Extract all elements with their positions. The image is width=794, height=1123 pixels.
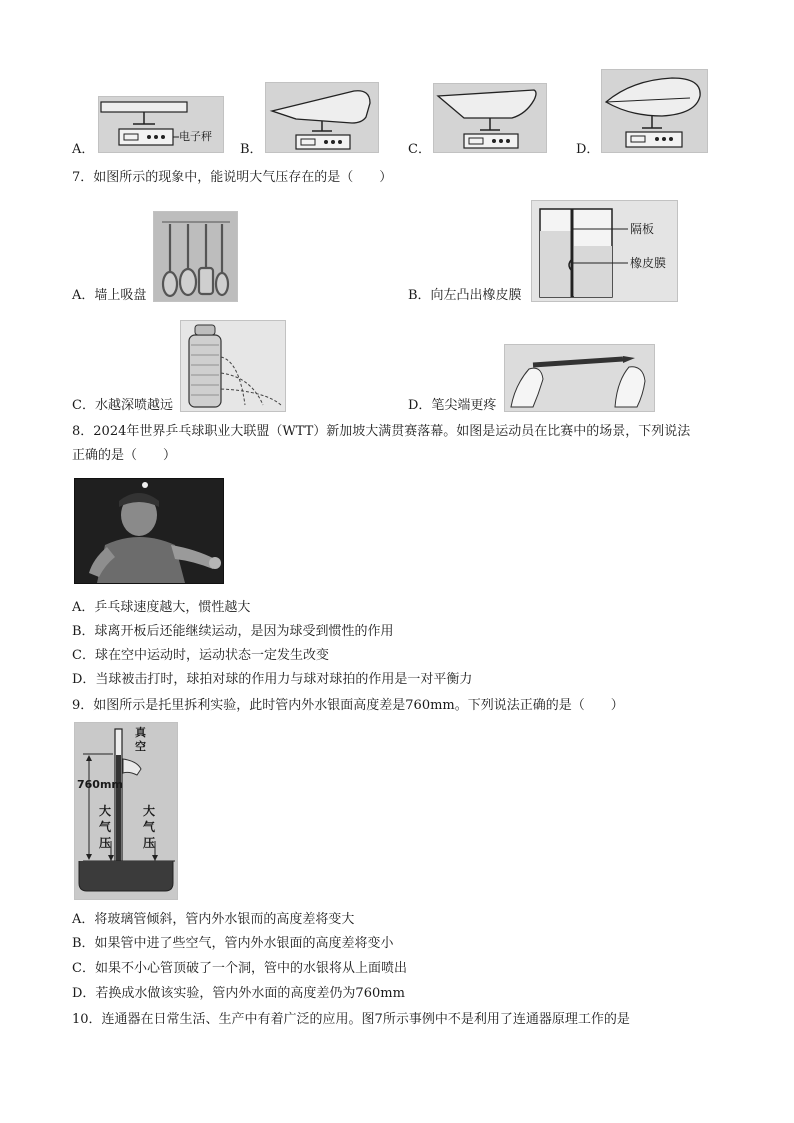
q6-figure-d xyxy=(601,69,708,153)
vacuum-label-2: 空 xyxy=(135,740,146,753)
q9-option-d[interactable]: D．若换成水做该实验，管内外水面的高度差仍为760mm xyxy=(72,986,405,1001)
height-760mm-label: 760mm xyxy=(77,778,123,791)
q10-stem: 10．连通器在日常生活、生产中有着广泛的应用。图7所示事例中不是利用了连通器原理工作的是 xyxy=(72,1012,630,1027)
atm-right-3: 压 xyxy=(143,836,156,850)
q6-figure-c xyxy=(433,83,547,153)
q9-option-c[interactable]: C．如果不小心管顶破了一个洞，管中的水银将从上面喷出 xyxy=(72,961,407,976)
q9-figure-torricelli xyxy=(74,722,178,900)
partition-label: 隔板 xyxy=(630,222,655,236)
bottle-with-water-jets xyxy=(181,321,285,411)
atm-left-3: 压 xyxy=(99,836,112,850)
torricelli-experiment-diagram xyxy=(75,723,177,899)
q6-figure-b xyxy=(265,82,379,153)
kitchen-utensils-on-suction-hooks xyxy=(154,212,237,301)
q8-stem-line1: 8．2024年世界乒乓球职业大联盟（WTT）新加坡大满贯赛落幕。如图是运动员在比赛中的场景，下列说法 xyxy=(72,424,691,439)
q7-figure-suction-hooks xyxy=(153,211,238,302)
q7-option-d[interactable]: D．笔尖端更疼 xyxy=(408,398,497,413)
q6-figure-a xyxy=(98,96,224,153)
vacuum-label-1: 真 xyxy=(135,726,146,739)
q6-option-a-letter[interactable]: A． xyxy=(72,142,95,157)
q7-option-a[interactable]: A．墙上吸盘 xyxy=(72,288,147,303)
q8-stem-line2: 正确的是（ ） xyxy=(72,448,177,463)
atm-right-1: 大 xyxy=(143,804,156,818)
q7-stem: 7．如图所示的现象中，能说明大气压存在的是（ ） xyxy=(72,170,393,185)
q9-option-b[interactable]: B．如果管中进了些空气，管内外水银面的高度差将变小 xyxy=(72,936,394,951)
table-tennis-player-photo xyxy=(75,479,223,583)
q8-option-c[interactable]: C．球在空中运动时，运动状态一定发生改变 xyxy=(72,648,329,663)
pencil-pressed-between-fingers xyxy=(505,345,654,411)
container-with-partition-and-membrane xyxy=(532,201,677,301)
membrane-label: 橡皮膜 xyxy=(630,256,667,270)
q9-stem: 9．如图所示是托里拆利实验，此时管内外水银面高度差是760mm。下列说法正确的是（ ） xyxy=(72,698,624,713)
q6-option-d-letter[interactable]: D． xyxy=(576,142,600,157)
q9-option-a[interactable]: A．将玻璃管倾斜，管内外水银而的高度差将变大 xyxy=(72,912,355,927)
atm-right-2: 气 xyxy=(143,820,156,834)
q8-option-a[interactable]: A．乒乓球速度越大，惯性越大 xyxy=(72,600,251,615)
q7-option-c[interactable]: C．水越深喷越远 xyxy=(72,398,173,413)
atm-left-1: 大 xyxy=(99,804,112,818)
atm-left-2: 气 xyxy=(99,820,112,834)
q7-figure-water-jets xyxy=(180,320,286,412)
electronic-scale-label: 电子秤 xyxy=(179,130,212,143)
q7-figure-pencil-fingers xyxy=(504,344,655,412)
q8-figure-table-tennis-player xyxy=(74,478,224,584)
q6-option-c-letter[interactable]: C． xyxy=(408,142,431,157)
q8-option-d[interactable]: D．当球被击打时，球拍对球的作用力与球对球拍的作用是一对平衡力 xyxy=(72,672,473,687)
q7-option-b[interactable]: B．向左凸出橡皮膜 xyxy=(408,288,522,303)
scale-wing-shape-figure xyxy=(266,83,378,152)
q8-option-b[interactable]: B．球离开板后还能继续运动，是因为球受到惯性的作用 xyxy=(72,624,394,639)
scale-fish-shape-figure xyxy=(602,70,707,152)
q6-option-b-letter[interactable]: B． xyxy=(240,142,263,157)
q7-figure-partition-membrane xyxy=(531,200,678,302)
scale-inverted-wing-figure xyxy=(434,84,546,152)
